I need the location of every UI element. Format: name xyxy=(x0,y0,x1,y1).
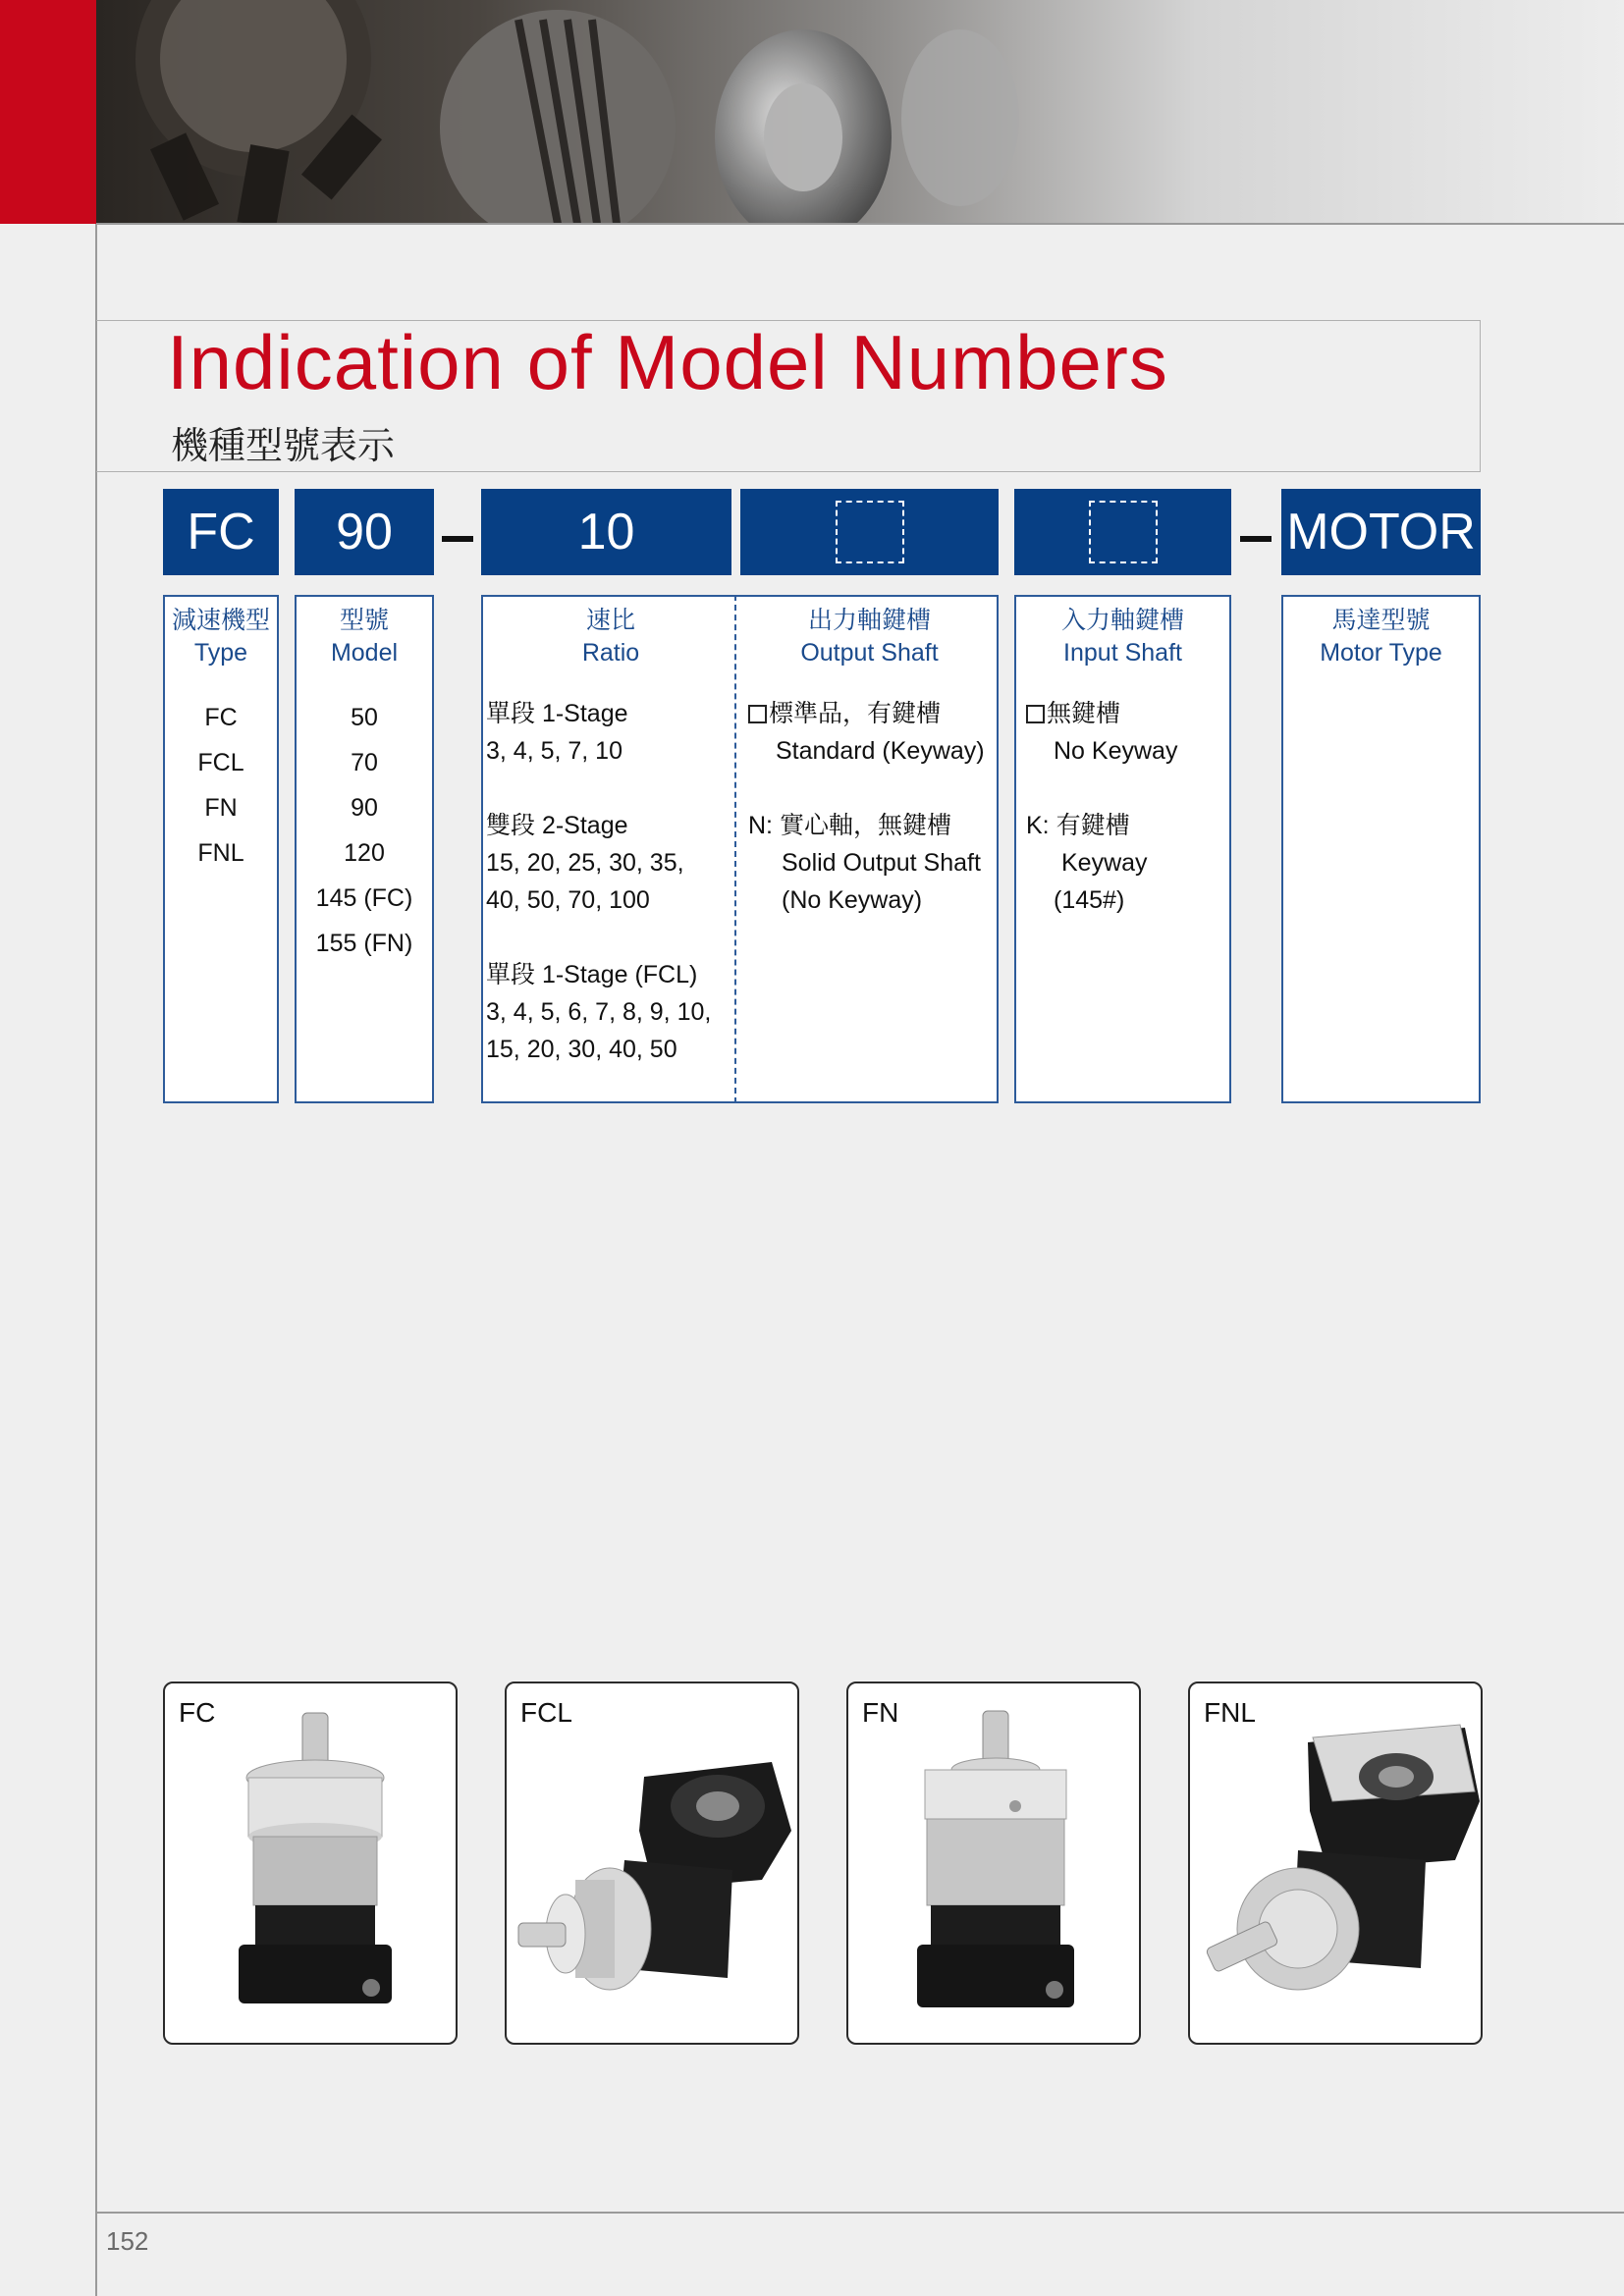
ratio-output-column xyxy=(481,595,999,1103)
type-column xyxy=(163,595,279,1103)
product-label: FC xyxy=(179,1697,216,1728)
ratio-group-label: 單段 1-Stage (FCL) xyxy=(486,961,698,988)
product-card-fn xyxy=(846,1682,1141,2045)
product-card-fnl xyxy=(1188,1682,1483,2045)
ratio-group-values: 15, 20, 25, 30, 35, xyxy=(486,849,684,877)
gearbox-inline-image xyxy=(165,1683,458,2045)
option-label-en: Solid Output Shaft xyxy=(782,849,981,877)
page-subtitle: 機種型號表示 xyxy=(171,426,396,467)
list-item: FN xyxy=(204,794,238,822)
option-label-zh: K: 有鍵槽 xyxy=(1026,812,1130,839)
input-shaft-option-none xyxy=(1026,695,1177,770)
option-label-en: Keyway xyxy=(1061,849,1148,877)
type-header-zh: 減速機型 xyxy=(171,607,270,634)
input-shaft-header xyxy=(1016,605,1229,669)
ratio-header xyxy=(483,605,738,669)
column-divider xyxy=(734,595,736,1103)
ratio-header-zh: 速比 xyxy=(585,607,635,634)
list-item: FCL xyxy=(197,749,244,776)
type-header xyxy=(165,605,277,669)
list-item: 70 xyxy=(351,749,378,776)
code-type-box xyxy=(163,489,279,575)
ratio-group-values: 3, 4, 5, 7, 10 xyxy=(486,737,623,765)
type-list xyxy=(165,695,277,876)
model-header-en: Model xyxy=(330,639,399,667)
ratio-group-2 xyxy=(486,807,684,919)
output-shaft-header xyxy=(740,605,999,669)
option-label-zh: 標準品，有鍵槽 xyxy=(769,700,942,727)
header-rule xyxy=(96,223,1624,225)
code-type-value: FC xyxy=(187,504,255,561)
ratio-group-label: 雙段 2-Stage xyxy=(486,812,628,839)
product-label: FNL xyxy=(1204,1697,1256,1728)
ratio-group-3 xyxy=(486,956,711,1068)
option-label-en: No Keyway xyxy=(1054,737,1178,765)
output-shaft-option-solid xyxy=(748,807,981,919)
code-ratio-value: 10 xyxy=(577,504,635,561)
ratio-header-en: Ratio xyxy=(581,639,640,667)
footer-rule xyxy=(96,2212,1624,2214)
motor-column xyxy=(1281,595,1481,1103)
ratio-group-values: 3, 4, 5, 6, 7, 8, 9, 10, xyxy=(486,998,712,1026)
motor-header xyxy=(1283,605,1479,669)
checkbox-icon xyxy=(1026,705,1045,723)
option-label-zh: 無鍵槽 xyxy=(1047,700,1121,727)
product-label: FN xyxy=(862,1697,899,1728)
left-margin-rule xyxy=(95,224,97,2296)
list-item: 120 xyxy=(344,839,385,867)
motor-header-zh: 馬達型號 xyxy=(1331,607,1431,634)
page-title: Indication of Model Numbers xyxy=(167,319,1168,405)
option-label-en: (145#) xyxy=(1054,886,1125,914)
page-number: 152 xyxy=(106,2226,149,2256)
option-label-zh: N: 實心軸，無鍵槽 xyxy=(748,812,951,839)
list-item: 155 (FN) xyxy=(315,930,413,957)
output-shaft-placeholder xyxy=(836,501,904,563)
dash-separator xyxy=(442,536,473,542)
code-ratio-box xyxy=(481,489,731,575)
input-shaft-placeholder xyxy=(1089,501,1158,563)
ratio-group-values: 15, 20, 30, 40, 50 xyxy=(486,1036,677,1063)
ratio-group-values: 40, 50, 70, 100 xyxy=(486,886,650,914)
input-shaft-header-en: Input Shaft xyxy=(1063,639,1182,667)
code-input-shaft-box xyxy=(1014,489,1231,575)
list-item: 145 (FC) xyxy=(315,884,413,912)
gearbox-flanged-image xyxy=(848,1683,1141,2045)
ratio-group-1 xyxy=(486,695,628,770)
model-header xyxy=(297,605,432,669)
gearbox-right-angle-flanged-image xyxy=(1190,1683,1483,2045)
gearbox-right-angle-image xyxy=(507,1683,799,2045)
output-shaft-header-zh: 出力軸鍵槽 xyxy=(807,607,931,634)
output-shaft-option-standard xyxy=(748,695,985,770)
model-header-zh: 型號 xyxy=(339,607,389,634)
code-model-value: 90 xyxy=(336,504,393,561)
model-list xyxy=(297,695,432,966)
list-item: 50 xyxy=(351,704,378,731)
option-label-en: Standard (Keyway) xyxy=(776,737,985,765)
input-shaft-header-zh: 入力軸鍵槽 xyxy=(1060,607,1184,634)
output-shaft-header-en: Output Shaft xyxy=(800,639,939,667)
code-motor-value: MOTOR xyxy=(1286,504,1476,561)
product-card-fcl xyxy=(505,1682,799,2045)
ratio-group-label: 單段 1-Stage xyxy=(486,700,628,727)
code-model-box xyxy=(295,489,434,575)
checkbox-icon xyxy=(748,705,767,723)
code-output-shaft-box xyxy=(740,489,999,575)
list-item: FNL xyxy=(197,839,244,867)
input-shaft-option-keyway xyxy=(1026,807,1148,919)
brand-color-bar xyxy=(0,0,96,224)
header-banner-image xyxy=(96,0,1624,224)
list-item: FC xyxy=(204,704,238,731)
motor-header-en: Motor Type xyxy=(1320,639,1442,667)
list-item: 90 xyxy=(351,794,378,822)
type-header-en: Type xyxy=(193,639,248,667)
dash-separator xyxy=(1240,536,1272,542)
option-label-en: (No Keyway) xyxy=(782,886,923,914)
input-shaft-column xyxy=(1014,595,1231,1103)
code-motor-box xyxy=(1281,489,1481,575)
product-label: FCL xyxy=(520,1697,572,1728)
model-column xyxy=(295,595,434,1103)
product-card-fc xyxy=(163,1682,458,2045)
